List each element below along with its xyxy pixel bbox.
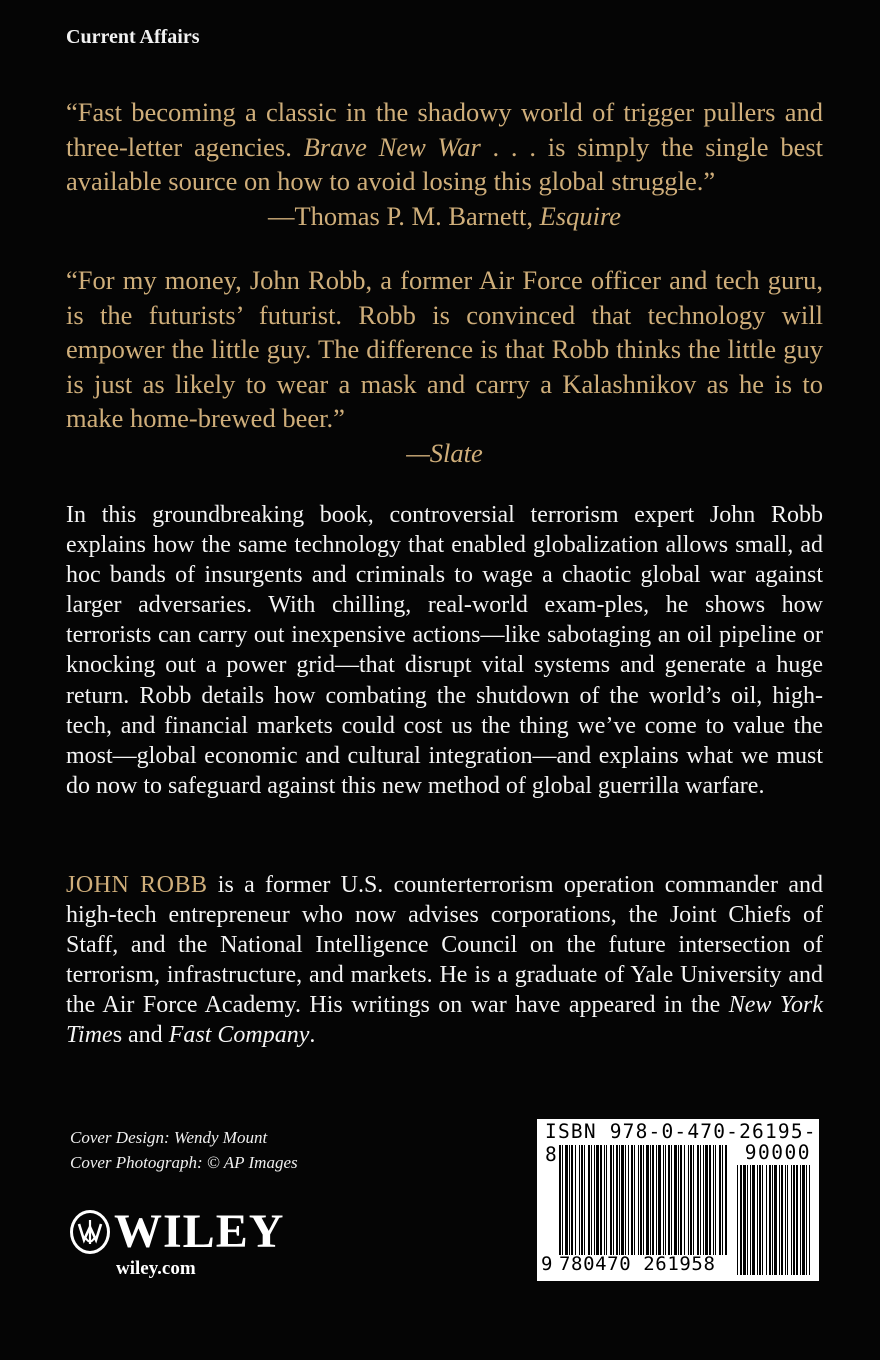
- author-bio-text-connector: s and: [112, 1022, 169, 1048]
- wiley-logo-icon: [70, 1210, 110, 1254]
- review-quote-esquire: [66, 95, 823, 233]
- review-quote-slate: [66, 263, 823, 470]
- attribution-source: Esquire: [539, 200, 622, 231]
- attribution-source: —Slate: [406, 437, 483, 468]
- cover-photo-credit: Cover Photograph: © AP Images: [70, 1153, 298, 1172]
- author-name: JOHN ROBB: [66, 872, 208, 898]
- publication-fast-company: Fast Company: [168, 1022, 310, 1048]
- author-bio: [66, 870, 823, 1050]
- publisher-block: [70, 1205, 285, 1280]
- author-bio-text: is a former U.S. counterterrorism operation commander and high-tech entrepreneur who now advises corporations, the Joint Chiefs of Staff, and the National Intelligence Council on the future intersection of terrorism, infrastructure, and markets. He is a graduate of Yale University and the Air Force Academy. His writings on war have appeared in the: [66, 872, 823, 1018]
- quote-attribution: [66, 436, 823, 471]
- category-label: Current Affairs: [66, 26, 200, 48]
- publisher-url: wiley.com: [116, 1258, 196, 1279]
- price-code: 90000: [744, 1141, 811, 1164]
- barcode-first-digit: 9: [541, 1253, 553, 1275]
- cover-design-credit: Cover Design: Wendy Mount: [70, 1128, 268, 1147]
- quote-text: “Fast becoming a classic in the shadowy world of trigger pullers and three-letter agencies.: [66, 97, 823, 162]
- publication-nyt: New York Time: [66, 992, 823, 1048]
- author-bio-end: .: [309, 1022, 316, 1048]
- quote-text: “For my money, John Robb, a former Air Force officer and tech guru, is the futurists’ futurist. Robb is convinced that technology will empower the little guy. The difference is that Robb thinks the little guy is just as likely to wear a mask and carry a Kalashnikov as he is to make home-brewed beer.”: [66, 265, 823, 433]
- cover-credits: [70, 1125, 298, 1175]
- quote-text-continued: . . . is simply the single best available source on how to avoid losing this global struggle.”: [66, 131, 824, 196]
- book-title: Brave New War: [303, 131, 481, 162]
- quote-attribution: [66, 199, 823, 234]
- book-description: In this groundbreaking book, controversial terrorism expert John Robb explains how the same technology that enabled globalization allows small, ad hoc bands of insurgents and criminals to wage a chaotic global war against larger adversaries. With chilling, real-world exam-ples, he shows how terrorists can carry out inexpensive actions—like sabotaging an oil pipeline or knocking out a power grid—that disrupt vital systems and generate a huge return. Robb details how combating the shutdown of the world’s oil, high-tech, and financial markets could cost us the thing we’ve come to value the most—global economic and cultural integration—and explains what we must do now to safeguard against this new method of global guerrilla warfare.: [66, 502, 823, 799]
- publisher-name: WILEY: [114, 1205, 285, 1258]
- barcode-digits: 780470 261958: [559, 1253, 716, 1275]
- attribution-author: —Thomas P. M. Barnett,: [267, 200, 540, 231]
- isbn-label: ISBN 978-0-470-26195-8: [545, 1120, 817, 1166]
- isbn-barcode: [537, 1119, 819, 1281]
